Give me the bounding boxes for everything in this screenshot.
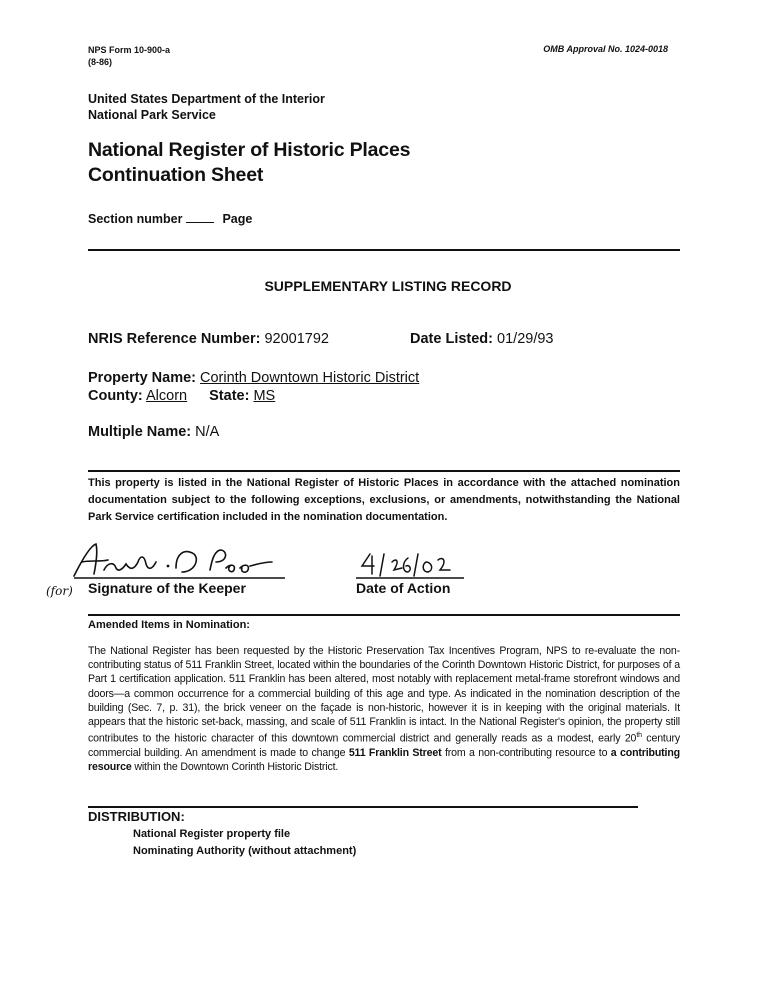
- agency-block: [88, 91, 325, 123]
- form-number-text: NPS Form 10-900-a: [88, 45, 171, 55]
- amendment-street-name: 511 Franklin Street: [348, 746, 442, 759]
- property-name-label: Property Name:: [88, 370, 196, 386]
- date-listed-value: 01/29/93: [497, 331, 554, 347]
- property-block: [88, 369, 419, 405]
- form-number: [88, 44, 170, 68]
- amendment-text-part-2: century commercial building. An amendment is made to change: [88, 732, 680, 759]
- county-value: Alcorn: [146, 388, 188, 404]
- date-listed-label: Date Listed:: [410, 331, 493, 347]
- section-number-label: Section number: [88, 212, 183, 226]
- nris-value: 92001792: [264, 331, 329, 347]
- divider-statement: [88, 470, 680, 472]
- title-line-2: Continuation Sheet: [88, 164, 264, 186]
- divider-amended: [88, 614, 680, 616]
- amended-items-heading: Amended Items in Nomination:: [88, 619, 250, 631]
- supplementary-heading: SUPPLEMENTARY LISTING RECORD: [264, 278, 512, 294]
- service-name: National Park Service: [88, 108, 216, 122]
- amendment-text-part-4: within the Downtown Corinth Historic District.: [131, 761, 339, 774]
- multiple-name-value: N/A: [195, 424, 220, 440]
- divider-top: [88, 249, 680, 251]
- amendment-superscript: th: [636, 732, 642, 740]
- nris-label: NRIS Reference Number:: [88, 331, 261, 347]
- form-revision-text: (8-86): [88, 57, 113, 67]
- divider-distribution: [88, 806, 638, 808]
- nris-reference: [88, 331, 329, 347]
- page-label: Page: [222, 212, 253, 226]
- listing-statement: This property is listed in the National Register of Historic Places in accordance with the attached nomination documentation subject to the following exceptions, exclusions, or amendments, notwithstanding the National Park Service certification included in the nomination documentation.: [88, 477, 680, 523]
- section-line: [88, 211, 252, 226]
- amendment-contributing-resource: a contributing resource: [88, 746, 680, 774]
- distribution-heading: DISTRIBUTION:: [88, 809, 185, 824]
- distribution-item-2: Nominating Authority (without attachment): [133, 845, 357, 857]
- date-listed: [410, 331, 553, 347]
- county-state-line: [88, 387, 419, 405]
- omb-approval: OMB Approval No. 1024-0018: [543, 44, 668, 54]
- state-label: State:: [209, 388, 250, 404]
- multiple-name: [88, 424, 219, 440]
- keeper-signature: [60, 540, 300, 580]
- state-value: MS: [253, 388, 276, 404]
- department-name: United States Department of the Interior: [88, 92, 325, 106]
- action-date-handwritten: [356, 552, 466, 580]
- page-title: [88, 138, 410, 188]
- county-label: County:: [88, 388, 143, 404]
- property-name-value: Corinth Downtown Historic District: [200, 370, 420, 386]
- amendment-paragraph: [88, 644, 680, 774]
- distribution-item-1: National Register property file: [133, 828, 291, 840]
- title-line-1: National Register of Historic Places: [88, 139, 411, 161]
- signature-of-keeper-label: Signature of the Keeper: [88, 580, 246, 596]
- multiple-name-label: Multiple Name:: [88, 424, 192, 440]
- section-number-blank: [186, 211, 214, 223]
- property-line: [88, 369, 419, 387]
- for-note: (for): [46, 584, 73, 598]
- amendment-text-part-3: from a non-contributing resource to: [441, 746, 611, 759]
- date-of-action-label: Date of Action: [356, 580, 451, 596]
- amendment-text-part-1: The National Register has been requested by the Historic Preservation Tax Incentives Program, NPS to re-evaluate the non-contributing status of 511 Franklin Street, located within the boundaries of the Corinth Downtown Historic District, for purposes of a Part 1 certification application. 511 Franklin has been altered, most notably with replacement metal-frame storefront windows and doors—a common occurrence for a commercial building of this age and type. As indicated in the nomination description of the building (Sec. 7, p. 31), the brick veneer on the façade is non-historic, however it is in keeping with the original materials. It appears that the historic set-back, massing, and scale of 511 Franklin is intact. In the National Register's opinion, the property still contributes to the historic character of this downtown commercial district and generally reads as a modest, early 20: [88, 645, 680, 745]
